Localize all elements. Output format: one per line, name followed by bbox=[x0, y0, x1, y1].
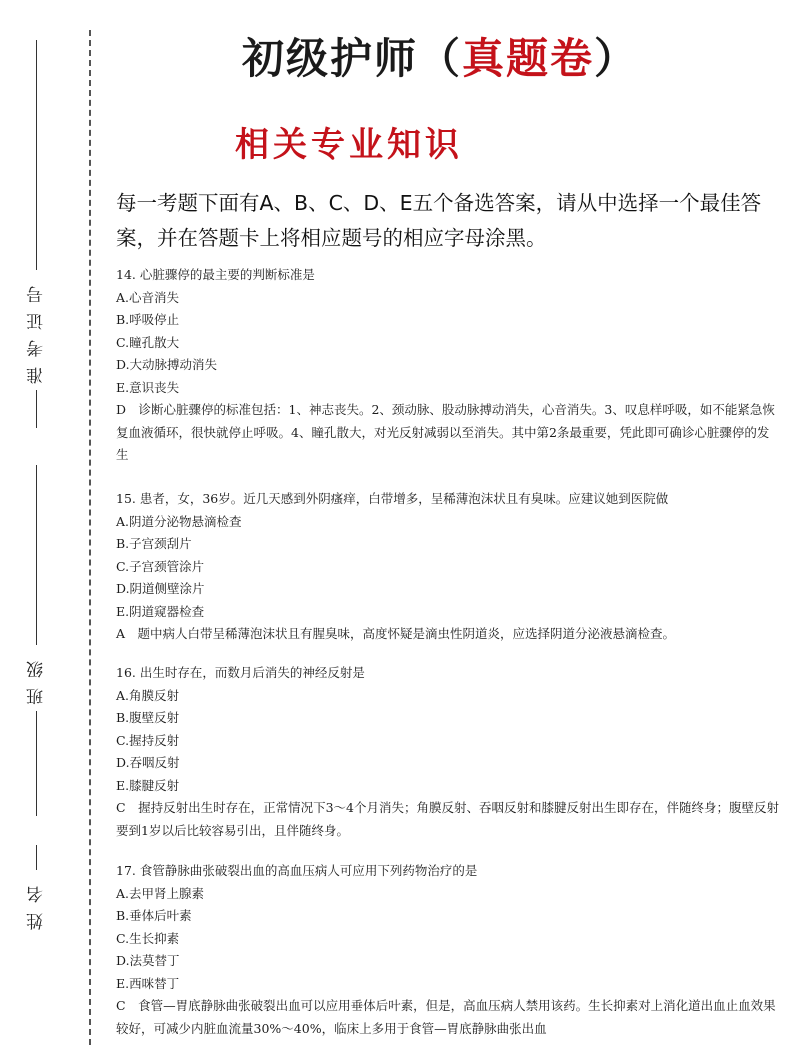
exam-number-label: 准考证号 bbox=[26, 276, 47, 384]
option-a: A.阴道分泌物悬滴检查 bbox=[116, 513, 242, 529]
title-close-paren: ） bbox=[594, 34, 639, 83]
option-d: D.吞咽反射 bbox=[116, 755, 180, 770]
question-stem: 14. 心脏骤停的最主要的判断标准是 bbox=[116, 267, 315, 282]
question-16 bbox=[116, 662, 781, 842]
option-d: D.法莫替丁 bbox=[116, 953, 180, 968]
option-b: B.垂体后叶素 bbox=[116, 908, 192, 923]
option-a: A.角膜反射 bbox=[116, 687, 180, 703]
page-title bbox=[100, 26, 780, 96]
title-open-paren: （ bbox=[417, 34, 462, 83]
option-c: C.子宫颈管涂片 bbox=[116, 558, 205, 574]
cut-line bbox=[89, 30, 91, 1045]
answer-explanation: C 握持反射出生时存在，正常情况下3～4个月消失；角膜反射、吞咽反射和膝腱反射出生即存在，伴随终身；腹壁反射要到1岁以后比较容易引出，且伴随终身。 bbox=[116, 800, 779, 838]
option-e: E.膝腱反射 bbox=[116, 777, 180, 793]
class-field bbox=[8, 465, 64, 816]
option-e: E.西咪替丁 bbox=[116, 975, 180, 991]
class-line bbox=[36, 465, 37, 645]
name-line bbox=[36, 845, 37, 870]
question-14 bbox=[116, 264, 781, 467]
option-e: E.阴道窥器检查 bbox=[116, 603, 205, 619]
section-subtitle: 相关专业知识 bbox=[235, 125, 463, 165]
answer-explanation: A 题中病人白带呈稀薄泡沫状且有腥臭味，高度怀疑是滴虫性阴道炎，应选择阴道分泌液悬滴检查。 bbox=[116, 626, 676, 641]
answer-explanation: C 食管—胃底静脉曲张破裂出血可以应用垂体后叶素，但是，高血压病人禁用该药。生长抑素对上消化道出血止血效果较好，可减少内脏血流量30%～40%，临床上多用于食管—胃底静脉曲张出血 bbox=[116, 998, 776, 1036]
option-d: D.阴道侧壁涂片 bbox=[116, 581, 205, 596]
option-b: B.腹壁反射 bbox=[116, 710, 180, 725]
class-line-end bbox=[36, 711, 37, 816]
exam-number-field bbox=[8, 40, 64, 428]
option-a: A.心音消失 bbox=[116, 289, 180, 305]
question-stem: 16. 出生时存在，而数月后消失的神经反射是 bbox=[116, 665, 365, 680]
option-d: D.大动脉搏动消失 bbox=[116, 357, 218, 372]
option-e: E.意识丧失 bbox=[116, 379, 180, 395]
name-label: 姓名 bbox=[26, 876, 47, 930]
question-15 bbox=[116, 488, 781, 646]
question-17 bbox=[116, 860, 781, 1040]
name-field bbox=[8, 845, 64, 936]
question-stem: 15. 患者，女，36岁。近几天感到外阴瘙痒，白带增多，呈稀薄泡沫状且有臭味。应建议她到医院做 bbox=[116, 491, 669, 506]
option-c: C.瞳孔散大 bbox=[116, 334, 180, 350]
option-b: B.子宫颈刮片 bbox=[116, 536, 192, 551]
title-highlight: 真题卷 bbox=[462, 34, 595, 83]
title-prefix: 初级护师 bbox=[241, 34, 418, 83]
class-label: 班级 bbox=[26, 651, 47, 705]
exam-number-line-end bbox=[36, 390, 37, 428]
binding-margin bbox=[0, 0, 100, 1058]
option-c: C.生长抑素 bbox=[116, 930, 180, 946]
option-a: A.去甲肾上腺素 bbox=[116, 885, 205, 901]
question-stem: 17. 食管静脉曲张破裂出血的高血压病人可应用下列药物治疗的是 bbox=[116, 863, 478, 878]
option-b: B.呼吸停止 bbox=[116, 312, 180, 327]
answer-explanation: D 诊断心脏骤停的标准包括：1、神志丧失。2、颈动脉、股动脉搏动消失，心音消失。3、叹息样呼吸，如不能紧急恢复血液循环，很快就停止呼吸。4、瞳孔散大，对光反射减弱以至消失。其中第2条最重要，凭此即可确诊心脏骤停的发生 bbox=[116, 402, 775, 462]
exam-number-line bbox=[36, 40, 37, 270]
instruction-text: 每一考题下面有A、B、C、D、E五个备选答案，请从中选择一个最佳答案，并在答题卡上将相应题号的相应字母涂黑。 bbox=[116, 191, 762, 250]
option-c: C.握持反射 bbox=[116, 732, 180, 748]
